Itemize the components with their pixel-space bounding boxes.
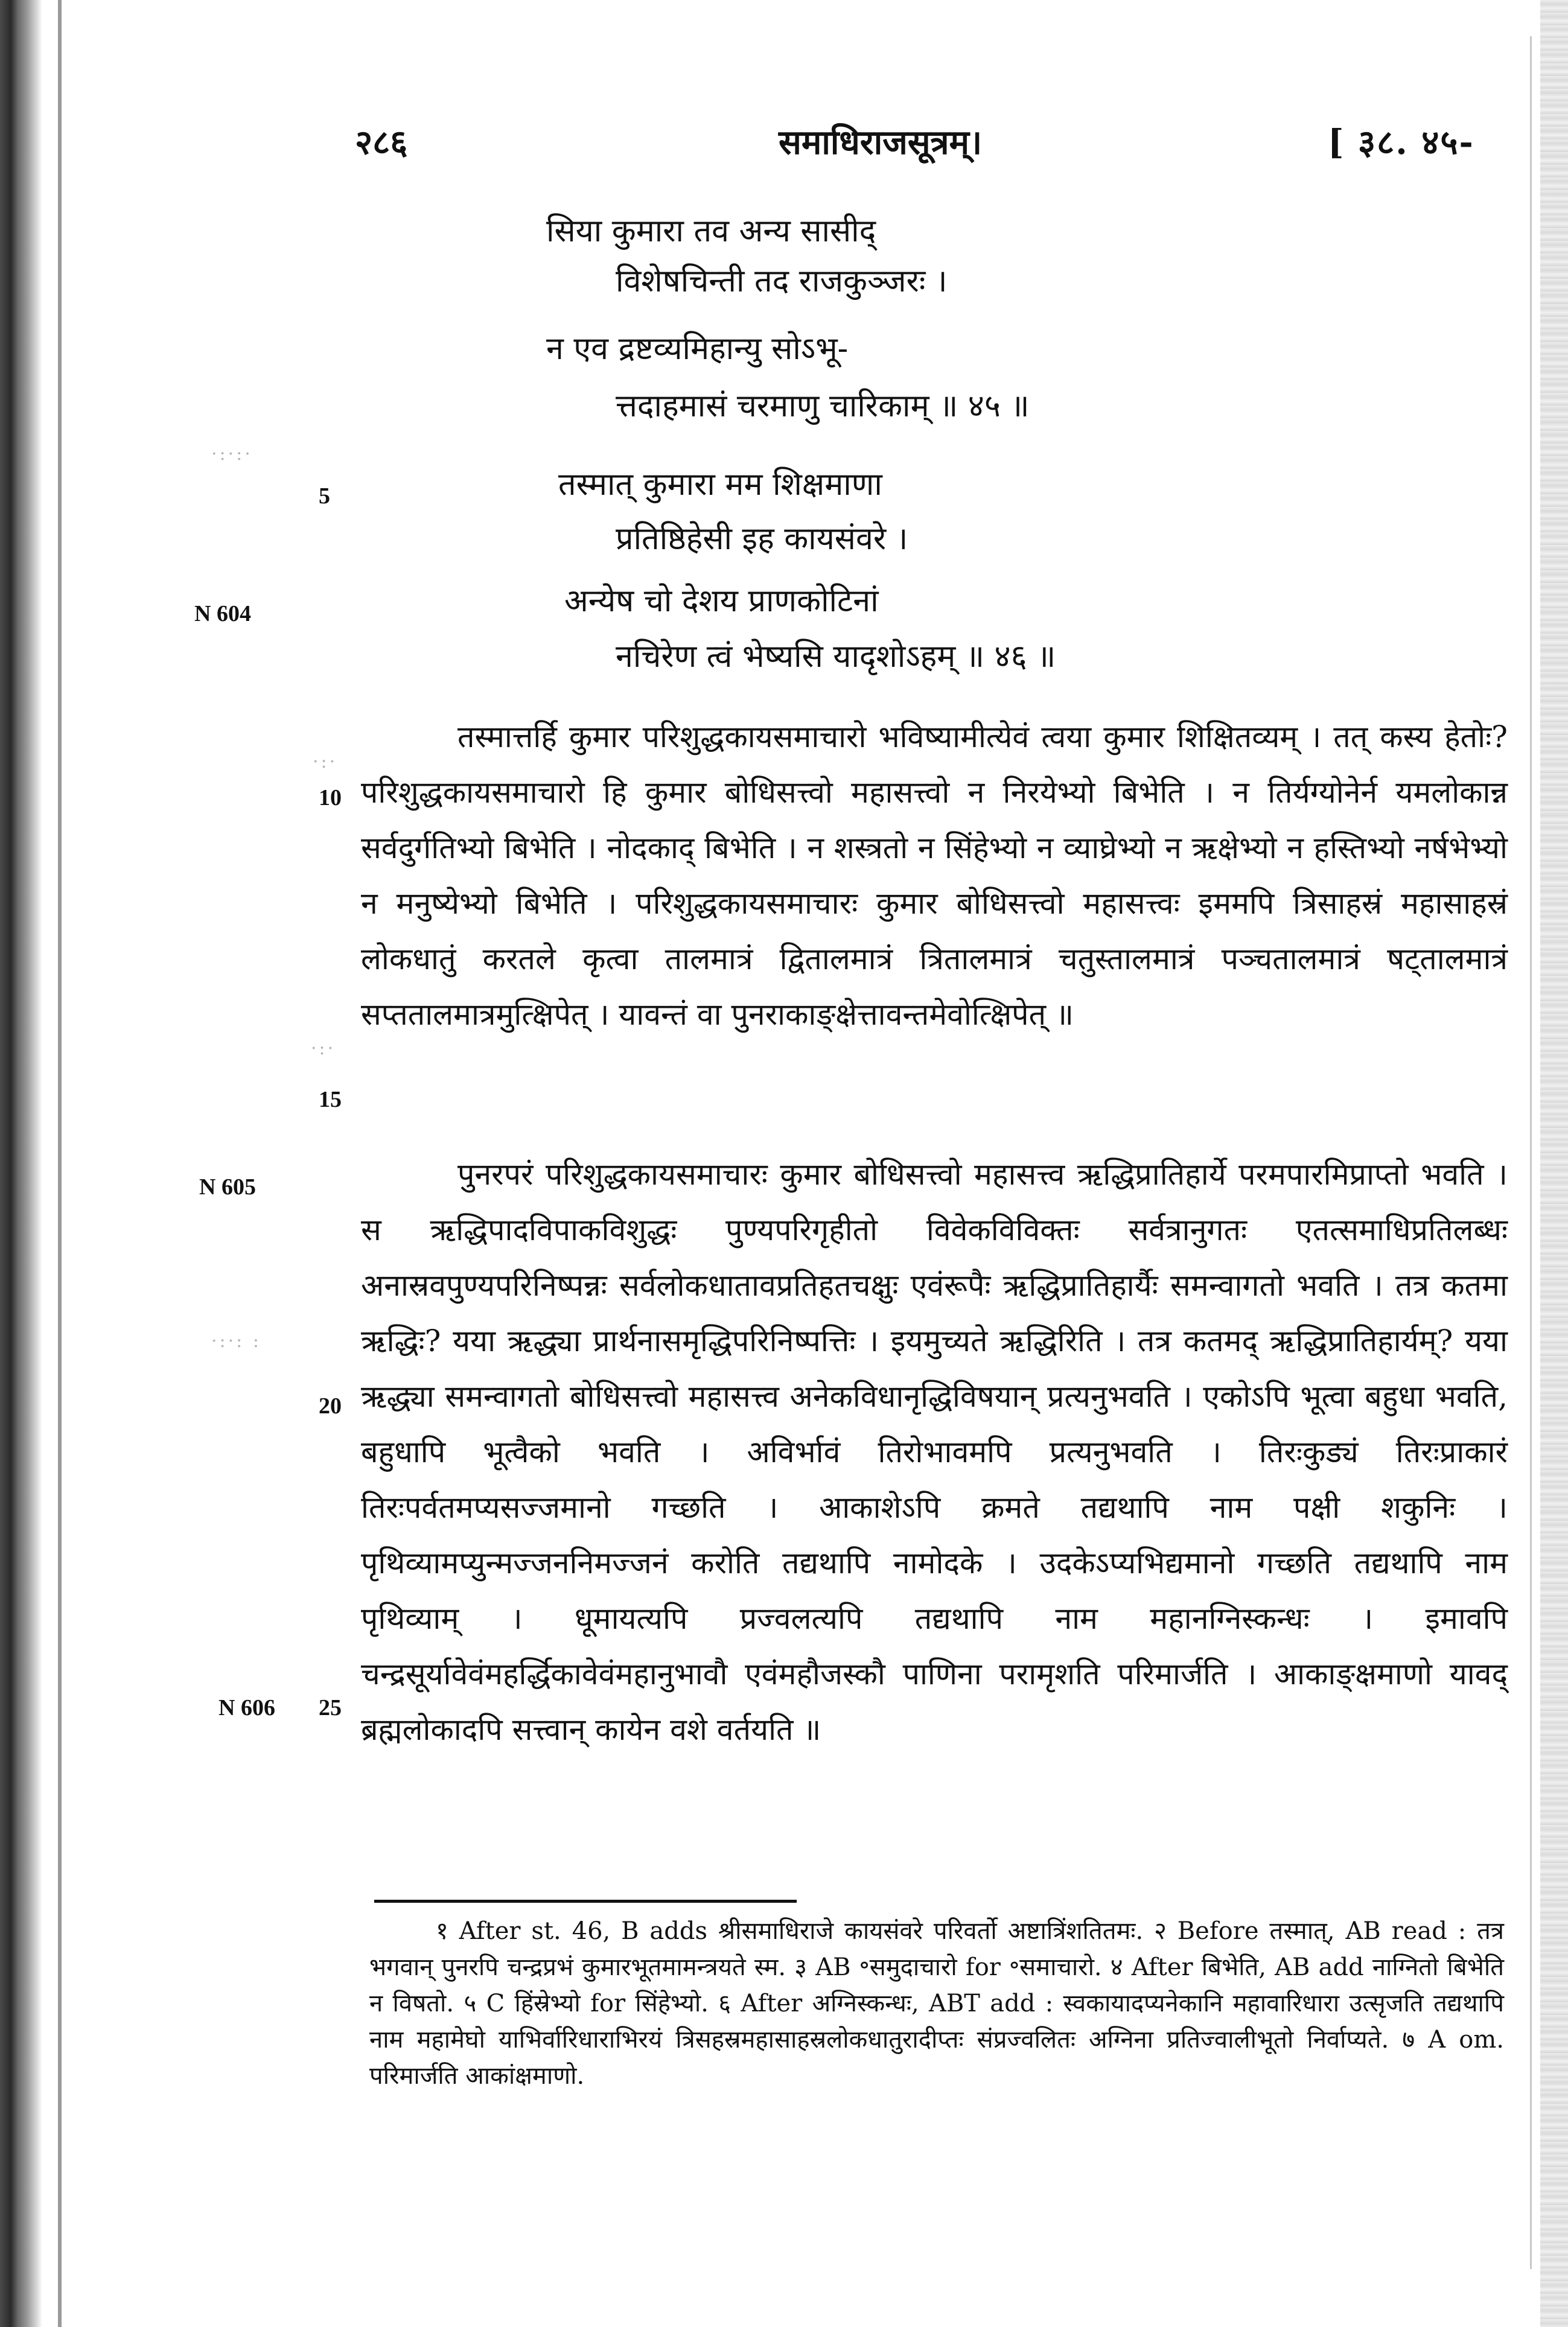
running-title: समाधिराजसूत्रम्। <box>779 123 983 162</box>
footnotes <box>369 1913 1504 2094</box>
verse-46-line-4: नचिरेण त्वं भेष्यसि यादृशोऽहम् ॥ ४६ ॥ <box>616 638 1056 675</box>
scan-smudge: ·:·:· <box>211 444 253 465</box>
page-number: २८६ <box>355 123 408 162</box>
binding-rule <box>58 0 62 2327</box>
manuscript-ref-n604: N 604 <box>194 601 251 626</box>
scan-smudge: ·:·: : <box>211 1331 261 1352</box>
paragraph-2: पुनरपरं परिशुद्धकायसमाचारः कुमार बोधिसत्त्वो महासत्त्व ऋद्धिप्रातिहार्ये परमपारमिप्राप्तो भवति । स ऋद्धिपादविपाकविशुद्धः पुण्यपरिगृहीतो विवेकविविक्तः सर्वत्रानुगतः एतत्समाधिप्रतिलब्धः अनास्रवपुण्यपरिनिष्पन्नः सर्वलोकधातावप्रतिहतचक्षुः एवंरूपैः ऋद्धिप्रातिहार्यैः समन्वागतो भवति । तत्र कतमा ऋद्धिः? यया ऋद्ध्या प्रार्थनासमृद्धिपरिनिष्पत्तिः । इयमुच्यते ऋद्धिरिति । तत्र कतमद् ऋद्धिप्रातिहार्यम्? यया ऋद्ध्या समन्वागतो बोधिसत्त्वो महासत्त्व अनेकविधानृद्धिविषयान् प्रत्यनुभवति । एकोऽपि भूत्वा बहुधा भवति, बहुधापि भूत्वैको भवति । अविर्भावं तिरोभावमपि प्रत्यनुभवति । तिरःकुड्यं तिरःप्राकारं तिरःपर्वतमप्यसज्जमानो गच्छति । आकाशेऽपि क्रमते तद्यथापि नाम पक्षी शकुनिः । पृथिव्यामप्युन्मज्जननिमज्जनं करोति तद्यथापि नामोदके । उदकेऽप्यभिद्यमानो गच्छति तद्यथापि नाम पृथिव्याम् । धूमायत्यपि प्रज्वलत्यपि तद्यथापि नाम महानग्निस्कन्धः । इमावपि चन्द्रसूर्यावेवंमहर्द्धिकावेवंमहानुभावौ एवंमहौजस्कौ पाणिना परामृशति परिमार्जति । आकाङ्क्षमाणो यावद् ब्रह्मलोकादपि सत्त्वान् कायेन वशे वर्तयति ॥ <box>361 1157 1508 1747</box>
line-number-10: 10 <box>319 785 342 810</box>
scan-smudge: ·:· <box>313 751 338 772</box>
verse-45-line-2: विशेषचिन्ती तद राजकुञ्जरः । <box>616 263 948 299</box>
manuscript-ref-n606: N 606 <box>218 1695 275 1721</box>
verse-46-line-3: अन्येष चो देशय प्राणकोटिनां <box>564 583 879 619</box>
verse-46-line-2: प्रतिष्ठिहेसी इह कायसंवरे । <box>616 521 908 557</box>
verse-45-line-1: सिया कुमारा तव अन्य सासीद् <box>546 213 876 249</box>
page-binding-shadow <box>0 0 42 2327</box>
scan-smudge: ·:· <box>311 1038 336 1059</box>
verse-46-line-1: तस्मात् कुमारा मम शिक्षमाणा <box>558 466 882 503</box>
line-number-5: 5 <box>319 483 330 509</box>
verse-45-line-3: न एव द्रष्टव्यमिहान्यु सोऽभू- <box>546 331 849 367</box>
paragraph-1: तस्मात्तर्हि कुमार परिशुद्धकायसमाचारो भविष्यामीत्येवं त्वया कुमार शिक्षितव्यम् । तत् कस्य हेतोः? परिशुद्धकायसमाचारो हि कुमार बोधिसत्त्वो महासत्त्वो न निरयेभ्यो बिभेति । न तिर्यग्योनेर्न यमलोकान्न सर्वदुर्गतिभ्यो बिभेति । नोदकाद् बिभेति । न शस्त्रतो न सिंहेभ्यो न व्याघ्रेभ्यो न ऋक्षेभ्यो न हस्तिभ्यो नर्षभेभ्यो न मनुष्येभ्यो बिभेति । परिशुद्धकायसमाचारः कुमार बोधिसत्त्वो महासत्त्वः इममपि त्रिसाहस्रं महासाहस्रं लोकधातुं करतले कृत्वा तालमात्रं द्वितालमात्रं त्रितालमात्रं चतुस्तालमात्रं पञ्चतालमात्रं षट्तालमात्रं सप्ततालमात्रमुत्क्षिपेत् । यावन्तं वा पुनराकाङ्क्षेत्तावन्तमेवोत्क्षिपेत् ॥ <box>361 719 1508 1032</box>
page-edge-rule <box>1530 36 1532 2269</box>
section-reference: [ ३८. ४५- <box>1328 123 1474 162</box>
prose-block <box>361 1147 1508 1757</box>
page-edge-right <box>1540 0 1568 2327</box>
manuscript-ref-n605: N 605 <box>199 1174 256 1200</box>
footnote-rule <box>374 1900 797 1903</box>
footnote-text: १ After st. 46, B adds श्रीसमाधिराजे कायसंवरे परिवर्तो अष्टात्रिंशतितमः. २ Before तस्मात्, AB read : तत्र भगवान् पुनरपि चन्द्रप्रभं कुमारभूतमामन्त्रयते स्म. ३ AB ॰समुदाचारो for ॰समाचारो. ४ After बिभेति, AB add नाग्नितो बिभेति न विषतो. ५ C हिंस्रेभ्यो for सिंहेभ्यो. ६ After अग्निस्कन्धः, ABT add : स्वकायादप्यनेकानि महावारिधारा उत्सृजति तद्यथापि नाम महामेघो याभिर्वारिधाराभिरयं त्रिसहस्रमहासाहस्रलोकधातुरादीप्तः संप्रज्वलितः अग्निना प्रतिज्वालीभूतो निर्वाप्यते. ७ A om. परिमार्जति आकांक्षमाणो. <box>369 1917 1504 2090</box>
verse-45-line-4: त्तदाहमासं चरमाणु चारिकाम् ॥ ४५ ॥ <box>616 388 1030 424</box>
line-number-25: 25 <box>319 1695 342 1721</box>
line-number-20: 20 <box>319 1393 342 1419</box>
line-number-15: 15 <box>319 1087 342 1112</box>
prose-block <box>361 709 1508 1042</box>
